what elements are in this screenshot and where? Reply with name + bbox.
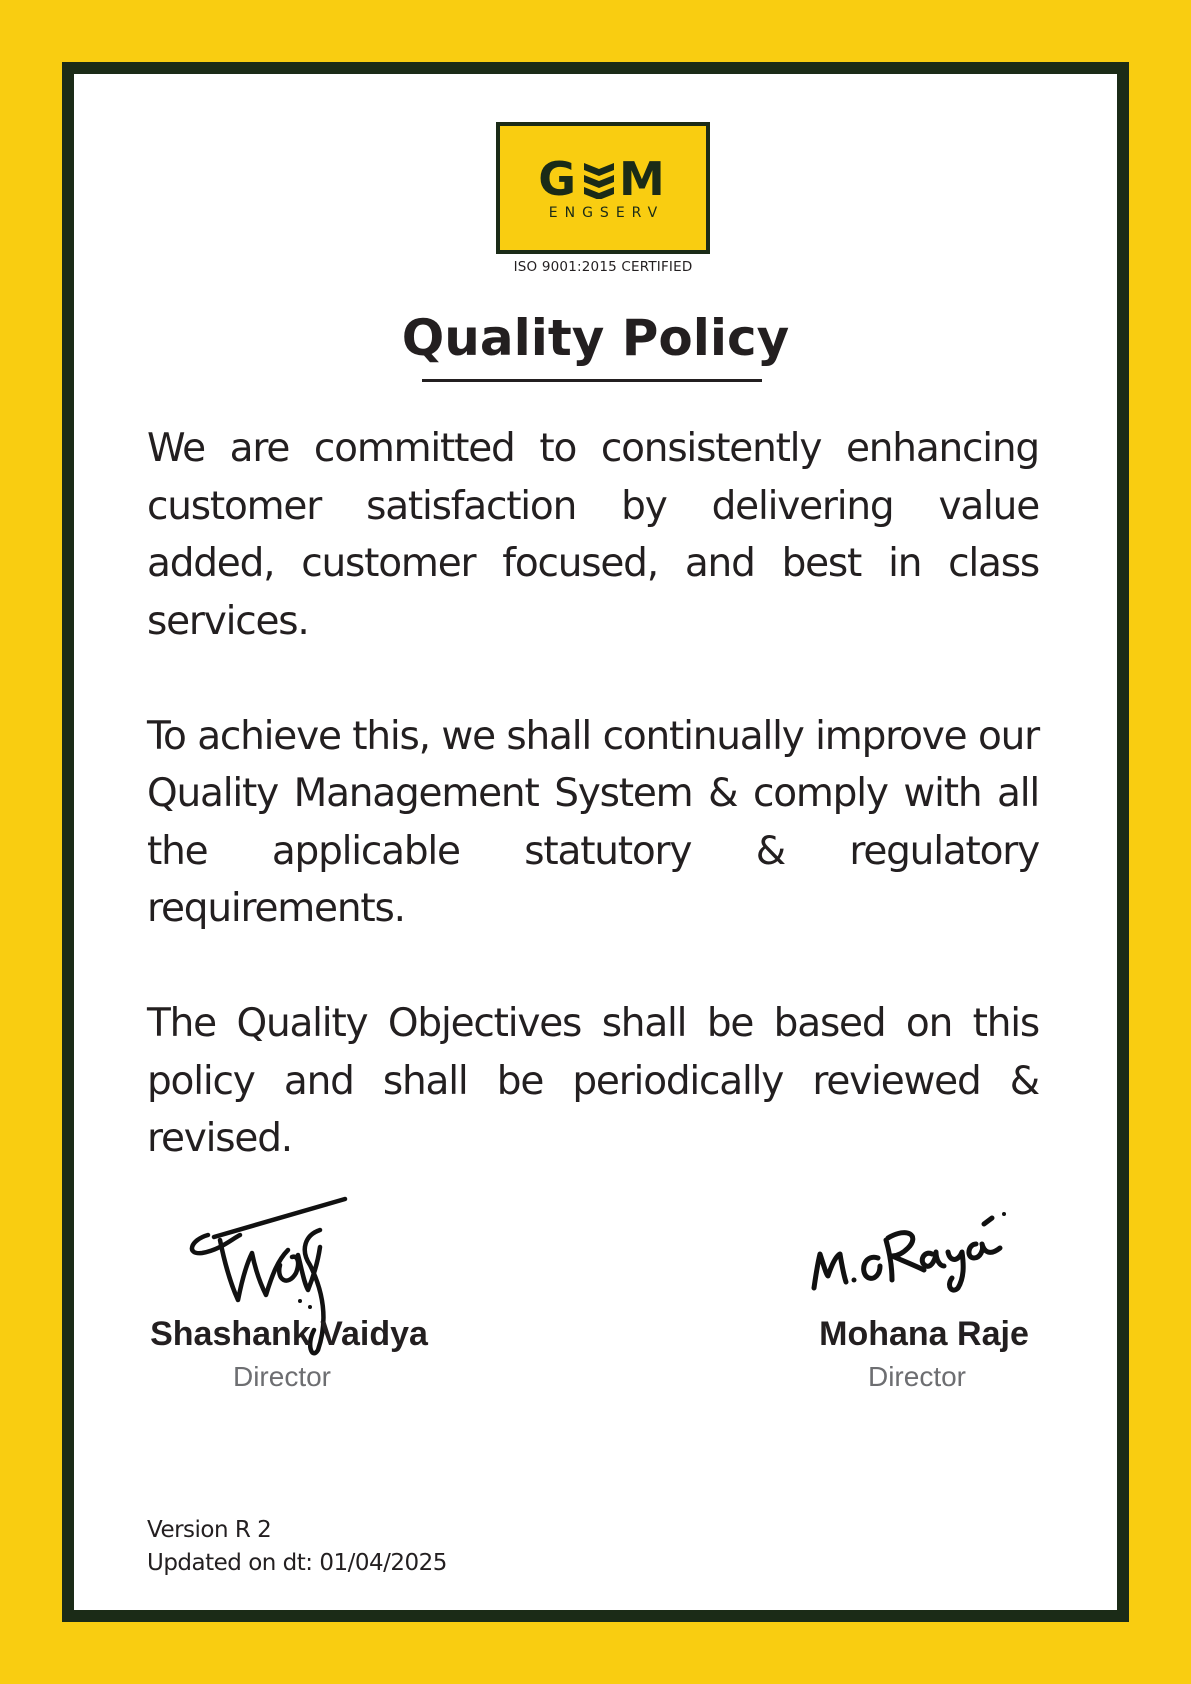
logo-box bbox=[496, 122, 710, 254]
signatory-role: Director bbox=[232, 1361, 331, 1392]
policy-paragraph: To achieve this, we shall continually improve our Quality Management System & comply with all the applicable statutory & regulatory requirements. bbox=[147, 713, 1039, 931]
policy-paragraph: We are committed to consistently enhancing customer satisfaction by delivering value added, customer focused, and best in class services. bbox=[147, 426, 1039, 644]
signatory-left bbox=[146, 1314, 432, 1396]
policy-body bbox=[147, 420, 1039, 1225]
document-footer bbox=[147, 1514, 447, 1580]
signatory-role: Director bbox=[867, 1361, 966, 1392]
logo-letter-m: M bbox=[618, 152, 668, 206]
company-logo bbox=[496, 122, 710, 275]
signatory-right bbox=[806, 1314, 1042, 1396]
logo-e-chevron-icon bbox=[582, 159, 616, 199]
logo-wordmark bbox=[538, 152, 668, 206]
logo-subtitle: ENGSERV bbox=[548, 205, 665, 221]
policy-paragraph: The Quality Objectives shall be based on this policy and shall be periodically reviewed & revised. bbox=[147, 1001, 1039, 1161]
updated-date-label: Updated on dt: 01/04/2025 bbox=[147, 1550, 447, 1576]
title-underline bbox=[422, 379, 762, 382]
iso-certification-label: ISO 9001:2015 CERTIFIED bbox=[513, 259, 693, 275]
signature-mohana-raje bbox=[808, 1196, 1013, 1296]
logo-letter-g: G bbox=[538, 152, 579, 206]
signatory-name: Mohana Raje bbox=[819, 1315, 1029, 1353]
signatory-name: Shashank Vaidya bbox=[150, 1315, 428, 1353]
version-label: Version R 2 bbox=[147, 1517, 272, 1543]
page-title: Quality Policy bbox=[401, 309, 790, 367]
